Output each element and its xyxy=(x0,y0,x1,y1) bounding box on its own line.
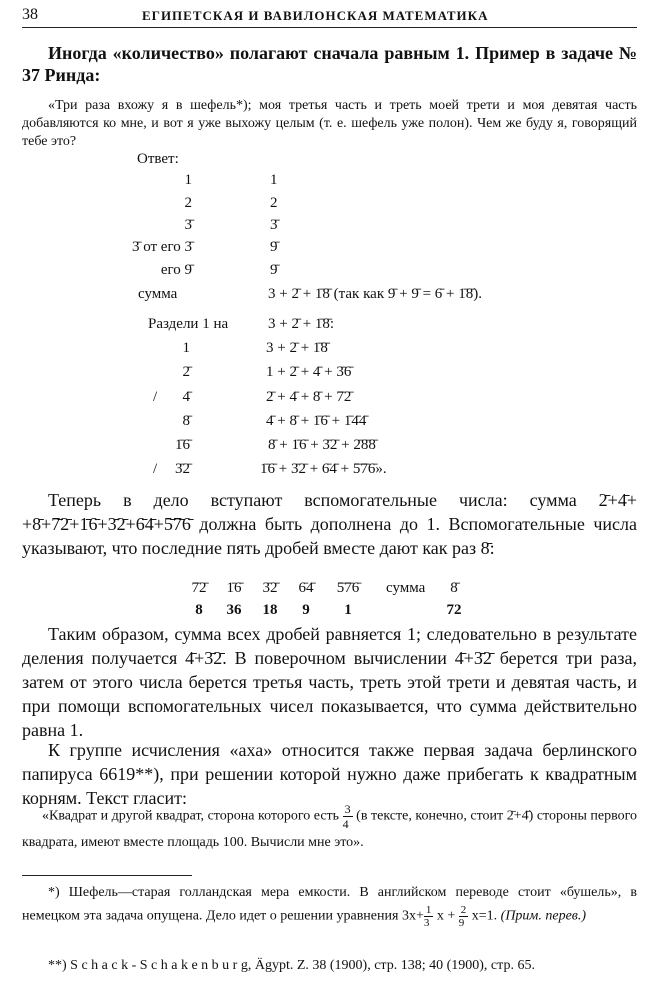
footnote-rule xyxy=(22,875,192,876)
division-right: 2̄ + 4̄ + 8̄ + 7̄2̄ xyxy=(266,389,352,405)
division-right: 4̄ + 8̄ + 1̄6̄ + 1̄4̄4̄ xyxy=(266,413,367,429)
page-number: 38 xyxy=(22,6,38,23)
aux-top: 6̄4̄ xyxy=(298,580,314,596)
divide-value: 3 + 2̄ + 1̄8̄: xyxy=(268,316,335,332)
answer-left: 1 xyxy=(184,172,192,188)
aux-sum-top: 8̄ xyxy=(450,580,458,596)
aux-top: 3̄2̄ xyxy=(262,580,278,596)
answer-right: 3̄ xyxy=(270,217,278,233)
fraction-denominator: 4 xyxy=(342,817,349,831)
answer-right: 9̄ xyxy=(270,262,278,278)
division-mark: / xyxy=(153,389,158,405)
fraction-numerator: 3 xyxy=(344,802,351,816)
answer-label: Ответ: xyxy=(137,151,179,167)
footnote-text: *) Шефель—старая голландская мера емкости. В английском переводе стоит «бушель», в немецком эта задача опущена. Дело идет о решении уравнения 3x+ xyxy=(22,885,637,924)
paragraph-aux-numbers: Теперь в дело вступают вспомогательные числа: сумма 2̄+4̄+ +8̄+7̄2̄+1̄6̄+3̄2̄+6̄4̄+5̄7̄6̄ должна быть дополнена до 1. Вспомогательные числа указывают, что последние пять дробей вместе дают как раз 8̄: xyxy=(22,490,637,558)
answer-right: 3 + 2̄ + 1̄8̄ (так как 9̄ + 9̄ = 6̄ + 1̄8̄). xyxy=(268,286,482,302)
answer-right: 2 xyxy=(270,195,278,211)
rhind-quote: «Три раза вхожу я в шефель*); моя третья часть и треть моей трети и моя девятая часть добавляются ко мне, и вот я уже выхожу целым (т. е. шефель уже полон). Чем же буду я, говорящий тебе это? xyxy=(22,98,637,149)
aux-top: 1̄6̄ xyxy=(226,580,242,596)
quote-text: «Квадрат и другой квадрат, сторона которого есть xyxy=(42,808,340,824)
fraction-numerator: 2 xyxy=(460,904,467,916)
footnote-translator-note: (Прим. перев.) xyxy=(500,908,587,924)
divide-label: Раздели 1 на xyxy=(148,316,229,332)
division-left: 1̄6̄ xyxy=(175,437,190,453)
answer-left: сумма xyxy=(138,286,178,302)
division-left: 2̄ xyxy=(182,364,190,380)
answer-left: 3̄ xyxy=(184,217,192,233)
aux-bottom: 8 xyxy=(195,602,203,618)
division-left: 3̄2̄ xyxy=(175,461,190,477)
division-left: 1 xyxy=(182,340,190,356)
division-right: 1̄6̄ + 3̄2̄ + 6̄4̄ + 5̄7̄6̄». xyxy=(260,461,387,477)
fraction-numerator: 1 xyxy=(425,904,432,916)
division-right: 3 + 2̄ + 1̄8̄ xyxy=(266,340,328,356)
division-left: 4̄ xyxy=(182,389,190,405)
aux-bottom: 36 xyxy=(226,602,242,618)
answer-left: 3̄ от его 3̄ xyxy=(131,239,192,255)
aux-bottom: 9 xyxy=(302,602,310,618)
intro-paragraph: Иногда «количество» полагают сначала равным 1. Пример в задаче № 37 Ринда: xyxy=(22,43,637,85)
footnote-text: x + xyxy=(436,908,456,924)
berlin-quote xyxy=(22,802,637,855)
division-left: 8̄ xyxy=(182,413,190,429)
division-right: 1 + 2̄ + 4̄ + 3̄6̄ xyxy=(266,364,352,380)
footnote-text: x=1. xyxy=(471,908,498,924)
aux-bottom: 1 xyxy=(344,602,352,618)
footnote-2: **) S c h a c k - S c h a k e n b u r g, Ägypt. Z. 38 (1900), стр. 138; 40 (1900), стр. 65. xyxy=(48,958,535,973)
fraction-denominator: 3 xyxy=(423,917,430,929)
aux-bottom: 18 xyxy=(262,602,278,618)
answer-right: 1 xyxy=(270,172,278,188)
running-title: ЕГИПЕТСКАЯ И ВАВИЛОНСКАЯ МАТЕМАТИКА xyxy=(142,8,489,23)
division-mark: / xyxy=(153,461,158,477)
answer-right: 9̄ xyxy=(270,239,278,255)
footnote-1 xyxy=(22,882,637,929)
fraction-denominator: 9 xyxy=(458,917,465,929)
quote-text: (в тексте, конечно, стоит 2̄+4̄) стороны первого квадрата, имеют вместе площадь 100. Вычисли мне это». xyxy=(22,808,638,850)
header-rule xyxy=(22,27,637,28)
aux-sum-label: сумма xyxy=(386,580,426,596)
paragraph-sum-equals-one: Таким образом, сумма всех дробей равняется 1; следовательно в результате деления получается 4̄+3̄2̄. В поверочном вычислении 4̄+3̄2̄ берется три раза, затем от этого числа берется третья часть, треть этой трети и девятая часть, и при помощи вспомогательных чисел показывается, что сумма действительно равна 1. xyxy=(22,624,637,740)
paragraph-berlin-papyrus: К группе исчисления «аха» относится также первая задача берлинского папируса 6619**), при решении которой нужно даже прибегать к квадратным корням. Текст гласит: xyxy=(22,740,637,808)
aux-top: 7̄2̄ xyxy=(191,580,207,596)
aux-top: 5̄7̄6̄ xyxy=(336,580,360,596)
division-right: 8̄ + 1̄6̄ + 3̄2̄ + 2̄8̄8̄ xyxy=(268,437,376,453)
answer-left: его 9̄ xyxy=(160,262,192,278)
aux-sum-bottom: 72 xyxy=(446,602,462,618)
answer-left: 2 xyxy=(184,195,192,211)
page-header xyxy=(22,6,637,26)
